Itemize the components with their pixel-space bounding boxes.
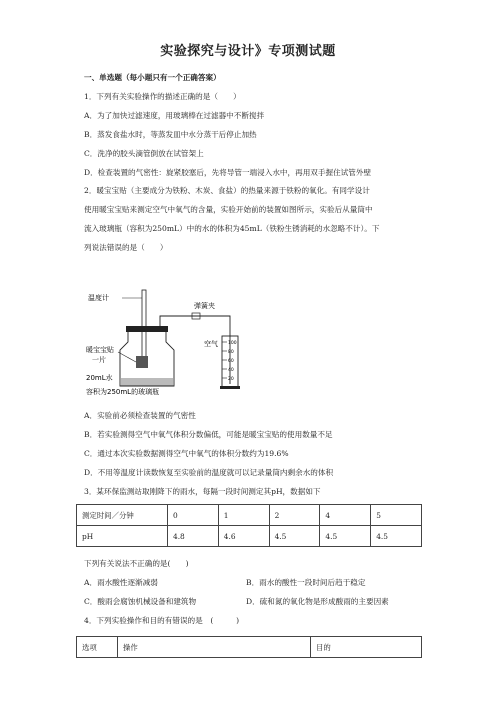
q3-question: 下列有关说法不正确的是( ): [84, 559, 189, 568]
table-cell: 4.5: [269, 526, 320, 547]
table-cell: 4.6: [218, 526, 269, 547]
table-cell: 4.8: [168, 526, 219, 547]
q3-option-a: A．雨水酸性逐渐减弱: [84, 578, 158, 587]
table-row: [77, 526, 422, 547]
q2-option-d: D．不用等温度计读数恢复至实验前的温度就可以记录量筒内剩余水的体积: [84, 468, 334, 477]
label-air: 空气: [204, 340, 218, 348]
bottle-water-shape: [121, 378, 173, 386]
table-row: [77, 637, 422, 658]
heat-pack-shape: [136, 356, 148, 368]
table-cell: 4.5: [371, 526, 422, 547]
table-cell: 2: [269, 505, 320, 526]
stopper-shape: [126, 326, 168, 332]
table-header-option: 选项: [77, 637, 118, 658]
table-header-operation: 操作: [118, 637, 311, 658]
table-cell: 4: [320, 505, 371, 526]
q1-option-a: A．为了加快过滤速度，用玻璃棒在过滤器中不断搅拌: [84, 111, 265, 120]
cylinder-tick-label: 20: [228, 377, 234, 382]
table-cell: 1: [218, 505, 269, 526]
cylinder-tick-labels: [222, 340, 237, 382]
page-title: 实验探究与设计》专项测试题: [160, 44, 336, 59]
table-cell: pH: [77, 526, 168, 547]
apparatus-figure: [84, 286, 254, 398]
q1-option-c: C．洗净的胶头滴管倒放在试管架上: [84, 149, 204, 158]
q1-option-b: B．蒸发食盐水时，等蒸发皿中水分蒸干后停止加热: [84, 130, 257, 139]
q4-table: [76, 636, 422, 658]
q1-option-d: D．检查装置的气密性：旋紧胶塞后，先将导管一端浸入水中，再用双手握住试管外壁: [84, 168, 372, 177]
label-clamp: 弹簧夹: [194, 302, 215, 310]
label-bottle: 容积为250mL的玻璃瓶: [86, 388, 160, 396]
q3-option-c: C．酸雨会腐蚀机械设备和建筑物: [84, 597, 197, 606]
ph-data-table: [76, 504, 422, 547]
table-cell: 测定时间／分钟: [77, 505, 168, 526]
q4-stem: 4．下列实验操作和目的有错误的是 ( ): [84, 616, 240, 625]
q3-option-d: D．硫和氮的氧化物是形成酸雨的主要因素: [246, 597, 389, 606]
table-header-purpose: 目的: [311, 637, 422, 658]
q2-option-a: A．实验前必须检查装置的气密性: [84, 411, 196, 420]
q2-stem-line4: 列说法错误的是（ ）: [84, 243, 168, 252]
table-cell: 5: [371, 505, 422, 526]
label-thermometer: 温度计: [88, 294, 109, 302]
label-water: 20mL水: [86, 374, 113, 382]
label-heat-pack: 暖宝宝贴: [86, 346, 114, 354]
cylinder-tick-label: 40: [228, 368, 234, 373]
q2-stem-line1: 2．暖宝宝贴（主要成分为铁粉、木炭、食盐）的热量来源于铁粉的氧化。有同学设计: [84, 186, 370, 195]
q2-option-b: B．若实验测得空气中氧气体积分数偏低，可能是暖宝宝贴的使用数量不足: [84, 430, 333, 439]
q2-option-c: C．通过本次实验数据测得空气中氧气的体积分数约为19.6%: [84, 449, 289, 458]
q3-stem: 3．某环保监测站取刚降下的雨水，每隔一段时间测定其pH，数据如下: [84, 487, 321, 496]
table-row: [77, 505, 422, 526]
table-cell: 0: [168, 505, 219, 526]
cylinder-tick-label: 80: [228, 350, 234, 355]
q2-stem-line3: 流入玻璃瓶（容积为250mL）中的水的体积为45mL（铁粉生锈消耗的水忽略不计）。下: [84, 224, 380, 233]
cylinder-tick-label: 60: [228, 359, 234, 364]
glass-tube-shape: [160, 316, 230, 384]
table-cell: 4.5: [320, 526, 371, 547]
label-heat-pack-count: 一片: [92, 356, 106, 364]
section-heading-single-choice: 一、单选题（每小题只有一个正确答案）: [84, 73, 221, 82]
q3-option-b: B．雨水的酸性一段时间后趋于稳定: [246, 578, 366, 587]
q1-stem: 1．下列有关实验操作的描述正确的是（ ）: [84, 92, 241, 101]
cylinder-tick-label: 100: [228, 341, 237, 346]
q2-stem-line2: 使用暖宝宝贴来测定空气中氧气的含量，实验开始前的装置如图所示，实验后从量筒中: [84, 205, 373, 214]
